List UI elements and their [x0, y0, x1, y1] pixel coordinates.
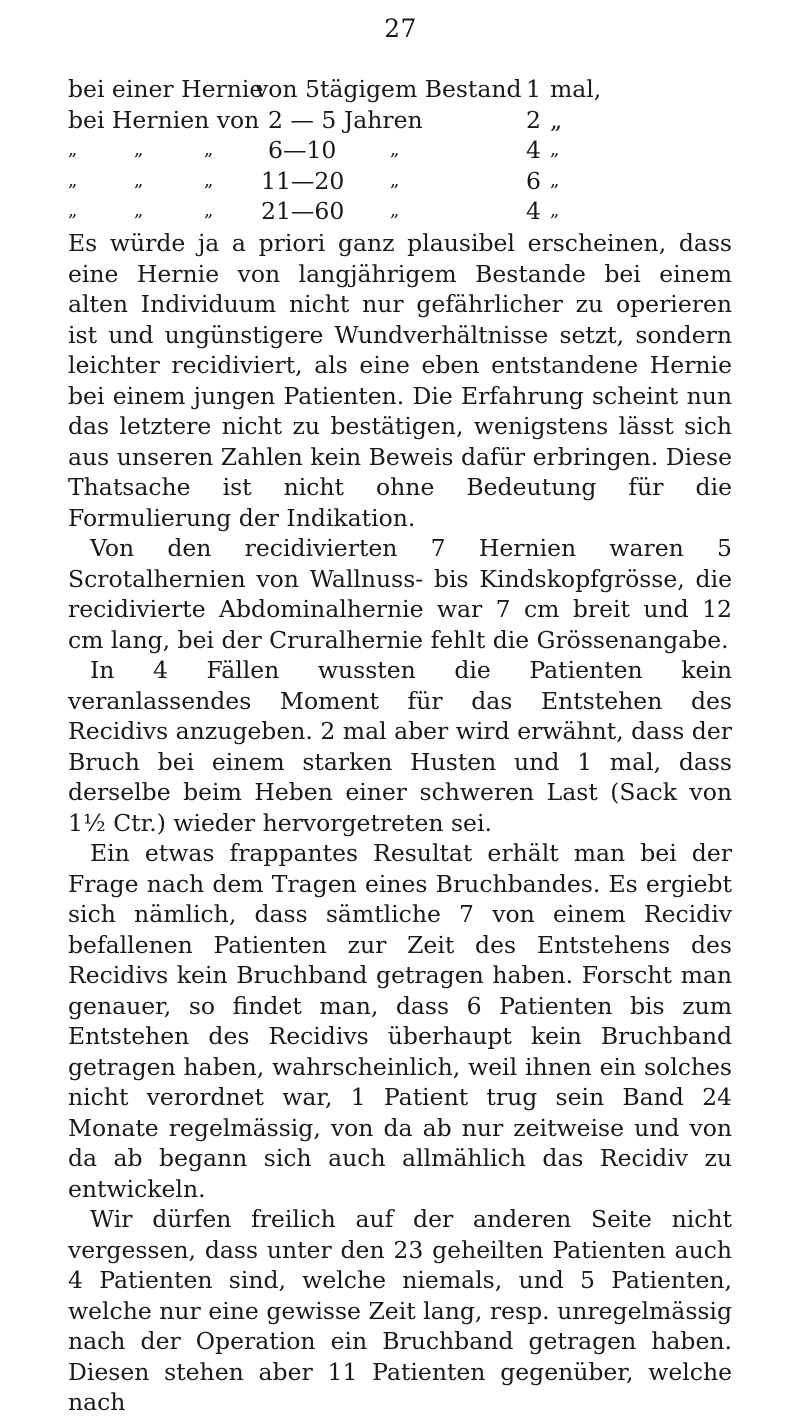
row-label: bei Hernien von [68, 105, 260, 134]
recurrence-table [68, 74, 728, 227]
table-row [68, 166, 728, 197]
ditto-mark: „ [204, 200, 214, 221]
row-range: 11—20 [261, 166, 345, 195]
table-row [68, 105, 728, 136]
ditto-mark: „ [134, 169, 144, 191]
ditto-mark: „ [204, 139, 214, 160]
row-count: 4 [526, 197, 541, 225]
row-count: 6 [526, 166, 541, 195]
table-row [68, 135, 728, 166]
ditto-mark: „ [204, 169, 214, 191]
ditto-mark: „ [68, 200, 78, 221]
page-number: 27 [384, 14, 417, 43]
row-duration: 2 — 5 Jahren [268, 105, 423, 134]
paragraph: Ein etwas frappantes Resultat erhält man bei der Frage nach dem Tragen eines Bruchbandes. Es ergiebt sich nämlich, dass sämtliche 7 von einem Recidiv befallenen Patienten zur Zeit des Entstehens des Recidivs kein Bruchband getragen haben. Forscht man genauer, so findet man, dass 6 Patienten bis zum Entstehen des Recidivs überhaupt kein Bruchband getragen haben, wahrscheinlich, weil ihnen ein solches nicht verordnet war, 1 Patient trug sein Band 24 Monate regelmässig, von da ab nur zeitweise und von da ab begann sich auch allmählich das Recidiv zu entwickeln. [68, 839, 732, 1203]
paragraph: Wir dürfen freilich auf der anderen Seite nicht vergessen, dass unter den 23 geheilten Patienten auch 4 Patienten sind, welche niemals, und 5 Patienten, welche nur eine gewisse Zeit lang, resp. unregelmässig nach der Operation ein Bruchband getragen haben. Diesen stehen aber 11 Patienten gegenüber, welche nach [68, 1205, 732, 1416]
row-range: 6—10 [268, 136, 337, 164]
paragraph: Von den recidivierten 7 Hernien waren 5 Scrotalhernien von Wallnuss- bis Kindskopfgrösse, die recidivierte Abdominalhernie war 7 cm breit und 12 cm lang, bei der Cruralhernie fehlt die Grössenangabe. [68, 534, 732, 654]
table-row [68, 74, 728, 105]
ditto-mark: „ [390, 200, 400, 221]
paragraph: Es würde ja a priori ganz plausibel erscheinen, dass eine Hernie von langjährigem Bestande bei einem alten Individuum nicht nur gefährlicher zu operieren ist und ungünstigere Wundverhältnisse setzt, sondern leichter recidiviert, als eine eben entstandene Hernie bei einem jungen Patienten. Die Erfahrung scheint nun das letztere nicht zu bestätigen, wenigstens lässt sich aus unseren Zahlen kein Beweis dafür erbringen. Diese Thatsache ist nicht ohne Bedeutung für die Formulierung der Indikation. [68, 229, 732, 532]
row-unit: „ [550, 200, 560, 221]
row-range: 21—60 [261, 197, 345, 225]
paragraph: In 4 Fällen wussten die Patienten kein veranlassendes Moment für das Entstehen des Recidivs anzugeben. 2 mal aber wird erwähnt, dass der Bruch bei einem starken Husten und 1 mal, dass derselbe beim Heben einer schweren Last (Sack von 1½ Ctr.) wieder hervorgetreten sei. [68, 656, 732, 837]
row-unit: mal, [550, 75, 602, 103]
row-count: 1 [526, 75, 541, 103]
row-unit: „ [550, 105, 563, 134]
ditto-mark: „ [134, 200, 144, 221]
ditto-mark: „ [134, 139, 144, 160]
row-unit: „ [550, 169, 560, 191]
ditto-mark: „ [390, 139, 400, 160]
row-count: 2 [526, 105, 541, 134]
row-count: 4 [526, 136, 541, 164]
table-row [68, 196, 728, 227]
ditto-mark: „ [68, 139, 78, 160]
row-label: bei einer Hernie [68, 75, 264, 103]
row-duration: von 5tägigem Bestand [255, 75, 522, 103]
ditto-mark: „ [68, 169, 78, 191]
ditto-mark: „ [390, 169, 400, 191]
body-text [68, 228, 732, 1418]
row-unit: „ [550, 139, 560, 160]
